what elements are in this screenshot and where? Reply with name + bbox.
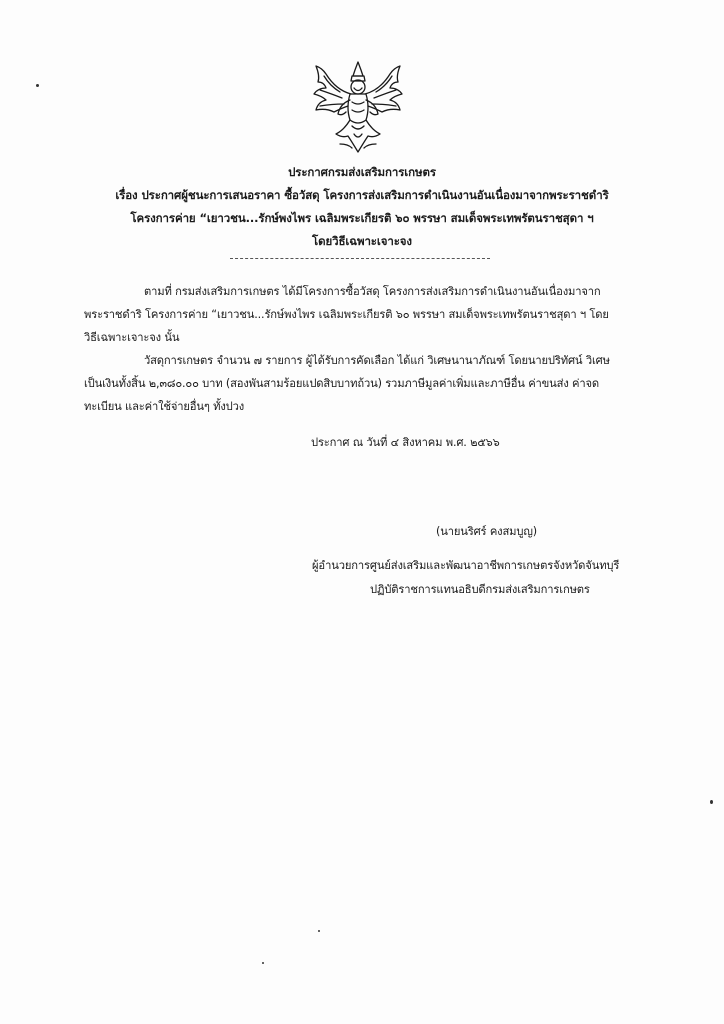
scan-speck (710, 800, 713, 804)
divider (230, 258, 490, 259)
method-line: โดยวิธีเฉพาะเจาะจง (312, 234, 412, 248)
announcement-date: ประกาศ ณ วันที่ ๔ สิงหาคม พ.ศ. ๒๕๖๖ (311, 436, 500, 449)
scan-speck (36, 84, 39, 87)
paragraph-1-line-3: วิธีเฉพาะเจาะจง นั้น (84, 331, 180, 344)
subject-line: เรื่อง ประกาศผู้ชนะการเสนอราคา ซื้อวัสดุ โครงการส่งเสริมการดำเนินงานอันเนื่องมาจากพระราชดำริ (115, 188, 609, 202)
signer-position: ผู้อำนวยการศูนย์ส่งเสริมและพัฒนาอาชีพการเกษตรจังหวัดจันทบุรี (312, 559, 620, 572)
paragraph-2-line-2: เป็นเงินทั้งสิ้น ๒,๓๘๐.๐๐ บาท (สองพันสามร้อยแปดสิบบาทถ้วน) รวมภาษีมูลค่าเพิ่มและภาษีอื่น ค่าขนส่ง ค่าจด (84, 377, 600, 390)
paragraph-1-line-2: พระราชดำริ โครงการค่าย “เยาวชน...รักษ์พงไพร เฉลิมพระเกียรติ ๖๐ พรรษา สมเด็จพระเทพรัตนราชสุดา ฯ โดย (84, 308, 609, 321)
paragraph-2-line-3: ทะเบียน และค่าใช้จ่ายอื่นๆ ทั้งปวง (84, 400, 245, 413)
signer-name: (นายนริศร์ คงสมบูญ) (436, 525, 537, 538)
document-title: ประกาศกรมส่งเสริมการเกษตร (288, 165, 436, 179)
garuda-emblem-icon (310, 60, 406, 158)
scan-speck (262, 962, 264, 964)
signer-acting-for: ปฏิบัติราชการแทนอธิบดีกรมส่งเสริมการเกษตร (370, 583, 590, 596)
project-line: โครงการค่าย “เยาวชน...รักษ์พงไพร เฉลิมพระเกียรติ ๖๐ พรรษา สมเด็จพระเทพรัตนราชสุดา ฯ (130, 211, 594, 225)
paragraph-2-line-1: วัสดุการเกษตร จำนวน ๗ รายการ ผู้ได้รับการคัดเลือก ได้แก่ วิเศษนานาภัณฑ์ โดยนายปริทัศน์ วิเศษ (144, 354, 610, 367)
paragraph-1-line-1: ตามที่ กรมส่งเสริมการเกษตร ได้มีโครงการซื้อวัสดุ โครงการส่งเสริมการดำเนินงานอันเนื่องมาจาก (144, 285, 601, 298)
scan-speck (318, 930, 320, 932)
